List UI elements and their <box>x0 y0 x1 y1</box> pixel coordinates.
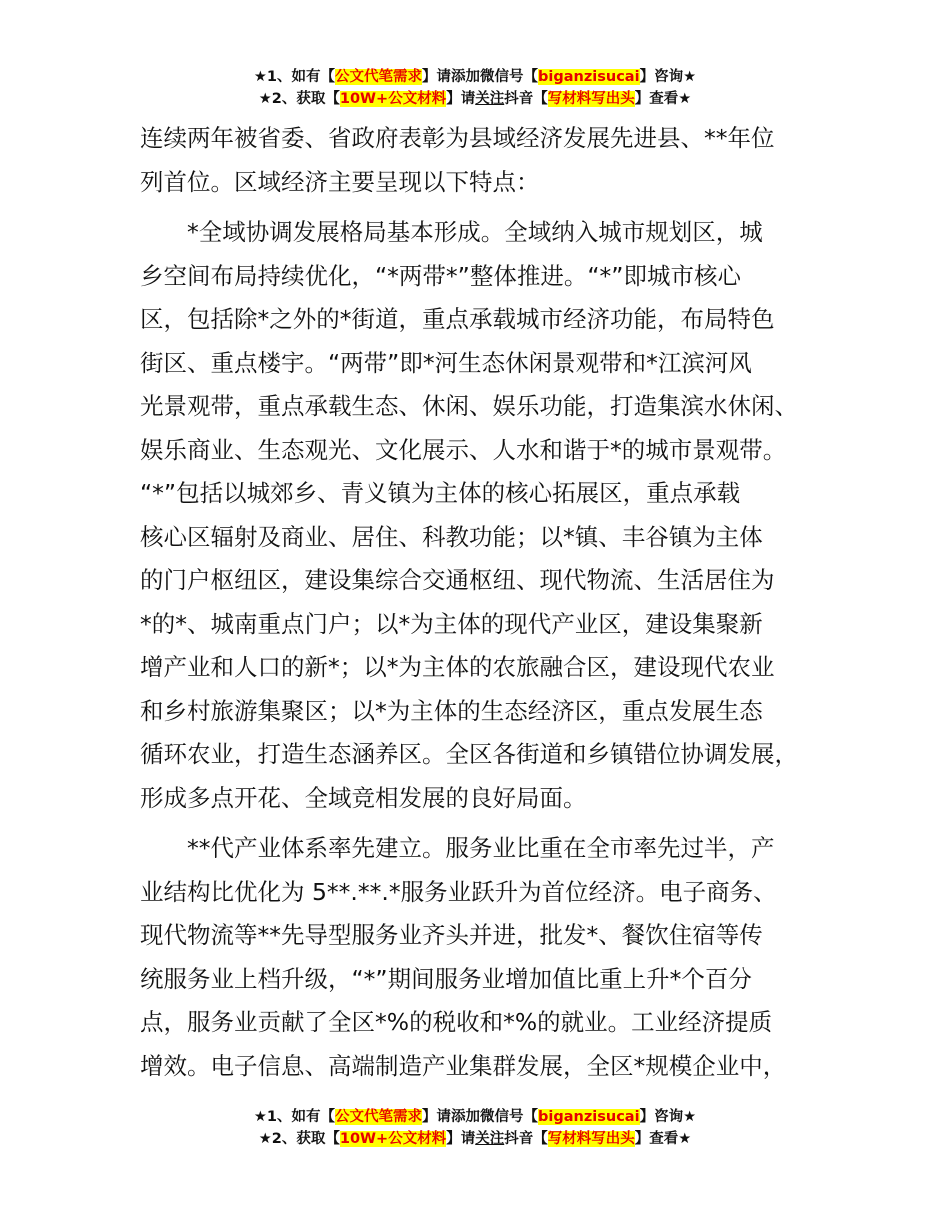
banner-line-1 <box>0 1106 950 1128</box>
banner-text: 】咨询★ <box>639 69 697 85</box>
banner-text: 微信号【 <box>480 1109 539 1125</box>
text-line: 点，服务业贡献了全区*%的税收和*%的就业。工业经济提质 <box>140 1008 773 1036</box>
text-line: “*”包括以城郊乡、青义镇为主体的核心拓展区，重点承载 <box>140 479 741 507</box>
text-line: 街区、重点楼宇。“两带”即*河生态休闲景观带和*江滨河风 <box>140 348 752 377</box>
banner-line-2 <box>0 88 950 110</box>
banner-text: ★1、如有【 <box>253 1109 336 1125</box>
paragraph <box>140 211 830 820</box>
banner-highlight: 写材料写出头 <box>547 91 635 107</box>
text-line: 娱乐商业、生态观光、文化展示、人水和谐于*的城市景观带。 <box>140 435 787 464</box>
banner-text: 微信号【 <box>480 69 539 85</box>
banner-text: 抖音【 <box>504 91 548 107</box>
banner-text: 】查看★ <box>634 91 692 107</box>
banner-text: ★1、如有【 <box>253 69 336 85</box>
text-line: **代产业体系率先建立。服务业比重在全市率先过半，产 <box>140 834 775 862</box>
text-line: 区，包括除*之外的*街道，重点承载城市经济功能，布局特色 <box>140 305 775 333</box>
banner-highlight: 公文代笔需求 <box>335 1109 423 1125</box>
text-line: 循环农业，打造生态涵养区。全区各街道和乡镇错位协调发展， <box>140 740 798 768</box>
text-line: 列首位。区域经济主要呈现以下特点： <box>140 167 540 196</box>
text-line: 现代物流等**先导型服务业齐头并进，批发*、餐饮住宿等传 <box>140 921 763 949</box>
banner-highlight: biganzisucai <box>538 1109 640 1125</box>
text-line: 的门户枢纽区，建设集综合交通枢纽、现代物流、生活居住为 <box>140 566 775 594</box>
text-line: 业结构比优化为 5**.**.*服务业跃升为首位经济。电子商务、 <box>140 877 777 906</box>
text-line: 光景观带，重点承载生态、休闲、娱乐功能，打造集滨水休闲、 <box>140 392 798 420</box>
banner-highlight: 公文代笔需求 <box>335 69 423 85</box>
text-line: 核心区辐射及商业、居住、科教功能；以*镇、丰谷镇为主体 <box>140 522 763 551</box>
banner-underlined: 关注 <box>475 1131 505 1147</box>
banner-text: 】查看★ <box>634 1131 692 1147</box>
banner-text: 】请 <box>422 69 452 85</box>
banner-text: 抖音【 <box>504 1131 548 1147</box>
banner-highlight: 写材料写出头 <box>547 1131 635 1147</box>
banner-highlight: 10W+公文材料 <box>339 91 447 107</box>
banner-underlined: 关注 <box>475 91 505 107</box>
banner-text: ★2、获取【 <box>258 1131 340 1147</box>
text-line: *全域协调发展格局基本形成。全域纳入城市规划区，城 <box>140 218 763 246</box>
text-line: 形成多点开花、全域竞相发展的良好局面。 <box>140 783 587 812</box>
paragraph <box>140 827 830 1088</box>
text-line: *的*、城南重点门户；以*为主体的现代产业区，建设集聚新 <box>140 609 763 638</box>
banner-text: 添加 <box>451 69 481 85</box>
banner-text: 添加 <box>451 1109 481 1125</box>
paragraph <box>140 117 830 204</box>
document-body <box>140 117 830 1088</box>
banner-line-1 <box>0 66 950 88</box>
text-line: 统服务业上档升级，“*”期间服务业增加值比重上升*个百分 <box>140 964 752 993</box>
text-line: 和乡村旅游集聚区；以*为主体的生态经济区，重点发展生态 <box>140 696 763 725</box>
text-line: 增效。电子信息、高端制造产业集群发展，全区*规模企业中， <box>140 1051 787 1080</box>
text-line: 增产业和人口的新*；以*为主体的农旅融合区，建设现代农业 <box>140 653 775 681</box>
banner-text: 】请 <box>446 91 476 107</box>
text-line: 连续两年被省委、省政府表彰为县域经济发展先进县、**年位 <box>140 124 775 152</box>
banner-line-2 <box>0 1128 950 1150</box>
banner-text: 】请 <box>446 1131 476 1147</box>
header-banner <box>0 66 950 110</box>
banner-text: 】请 <box>422 1109 452 1125</box>
banner-highlight: biganzisucai <box>538 69 640 85</box>
banner-highlight: 10W+公文材料 <box>339 1131 447 1147</box>
text-line: 乡空间布局持续优化，“*两带*”整体推进。“*”即城市核心 <box>140 261 741 290</box>
banner-text: 】咨询★ <box>639 1109 697 1125</box>
banner-text: ★2、获取【 <box>258 91 340 107</box>
footer-banner <box>0 1106 950 1150</box>
